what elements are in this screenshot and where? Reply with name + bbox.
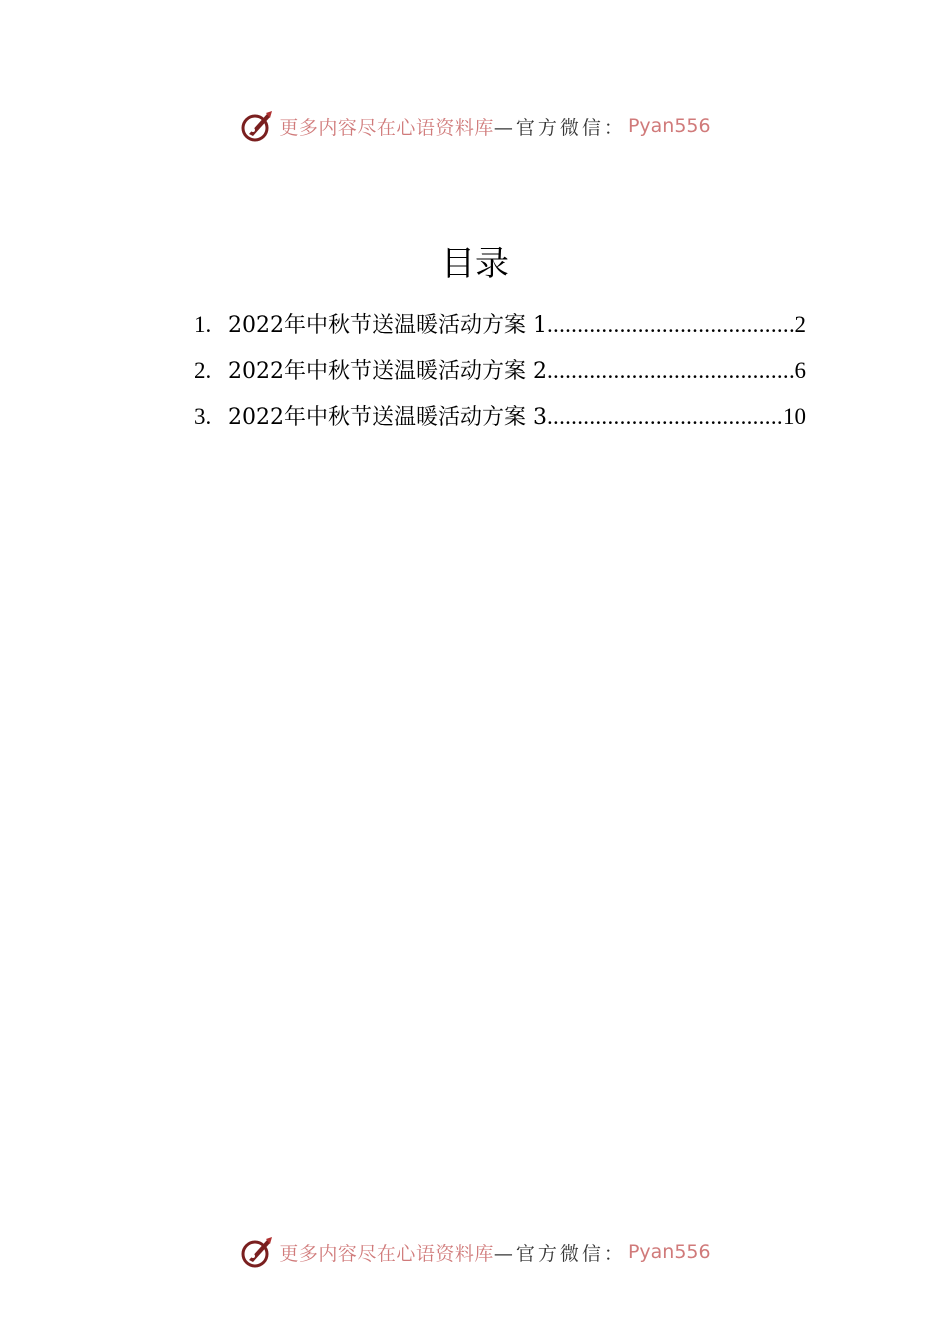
banner-main-text: 更多内容尽在心语资料库: [279, 116, 494, 139]
banner-wechat-id: Pyan556: [627, 115, 711, 137]
toc-entry-page: 10: [783, 404, 806, 429]
footer-banner: [0, 1232, 950, 1272]
banner-wechat-id: Pyan556: [627, 1241, 711, 1263]
table-of-contents: [194, 302, 806, 440]
banner-sub-text: —官方微信：: [493, 1242, 626, 1265]
toc-entry-page: 2: [794, 312, 806, 337]
toc-entry-number: 3.: [194, 404, 212, 429]
toc-entry-number: 1.: [194, 312, 212, 337]
quill-pen-logo-icon: [239, 1234, 275, 1270]
toc-entry-title: 2022年中秋节送温暖活动方案 2: [228, 359, 547, 384]
toc-entry-title: 2022年中秋节送温暖活动方案 1: [228, 313, 547, 338]
toc-title: 目录: [441, 244, 509, 284]
toc-entry-page: 6: [794, 358, 806, 383]
quill-pen-logo-icon: [239, 108, 275, 144]
header-banner: [0, 106, 950, 146]
toc-entry-title: 2022年中秋节送温暖活动方案 3: [228, 405, 547, 430]
toc-entry-1[interactable]: [194, 302, 806, 348]
banner-sub-text: —官方微信：: [493, 116, 626, 139]
toc-entry-number: 2.: [194, 358, 212, 383]
toc-entry-3[interactable]: [194, 394, 806, 440]
banner-main-text: 更多内容尽在心语资料库: [279, 1242, 494, 1265]
toc-leader-dots: [547, 302, 795, 348]
toc-entry-2[interactable]: [194, 348, 806, 394]
toc-leader-dots: [547, 394, 783, 440]
toc-leader-dots: [547, 348, 795, 394]
